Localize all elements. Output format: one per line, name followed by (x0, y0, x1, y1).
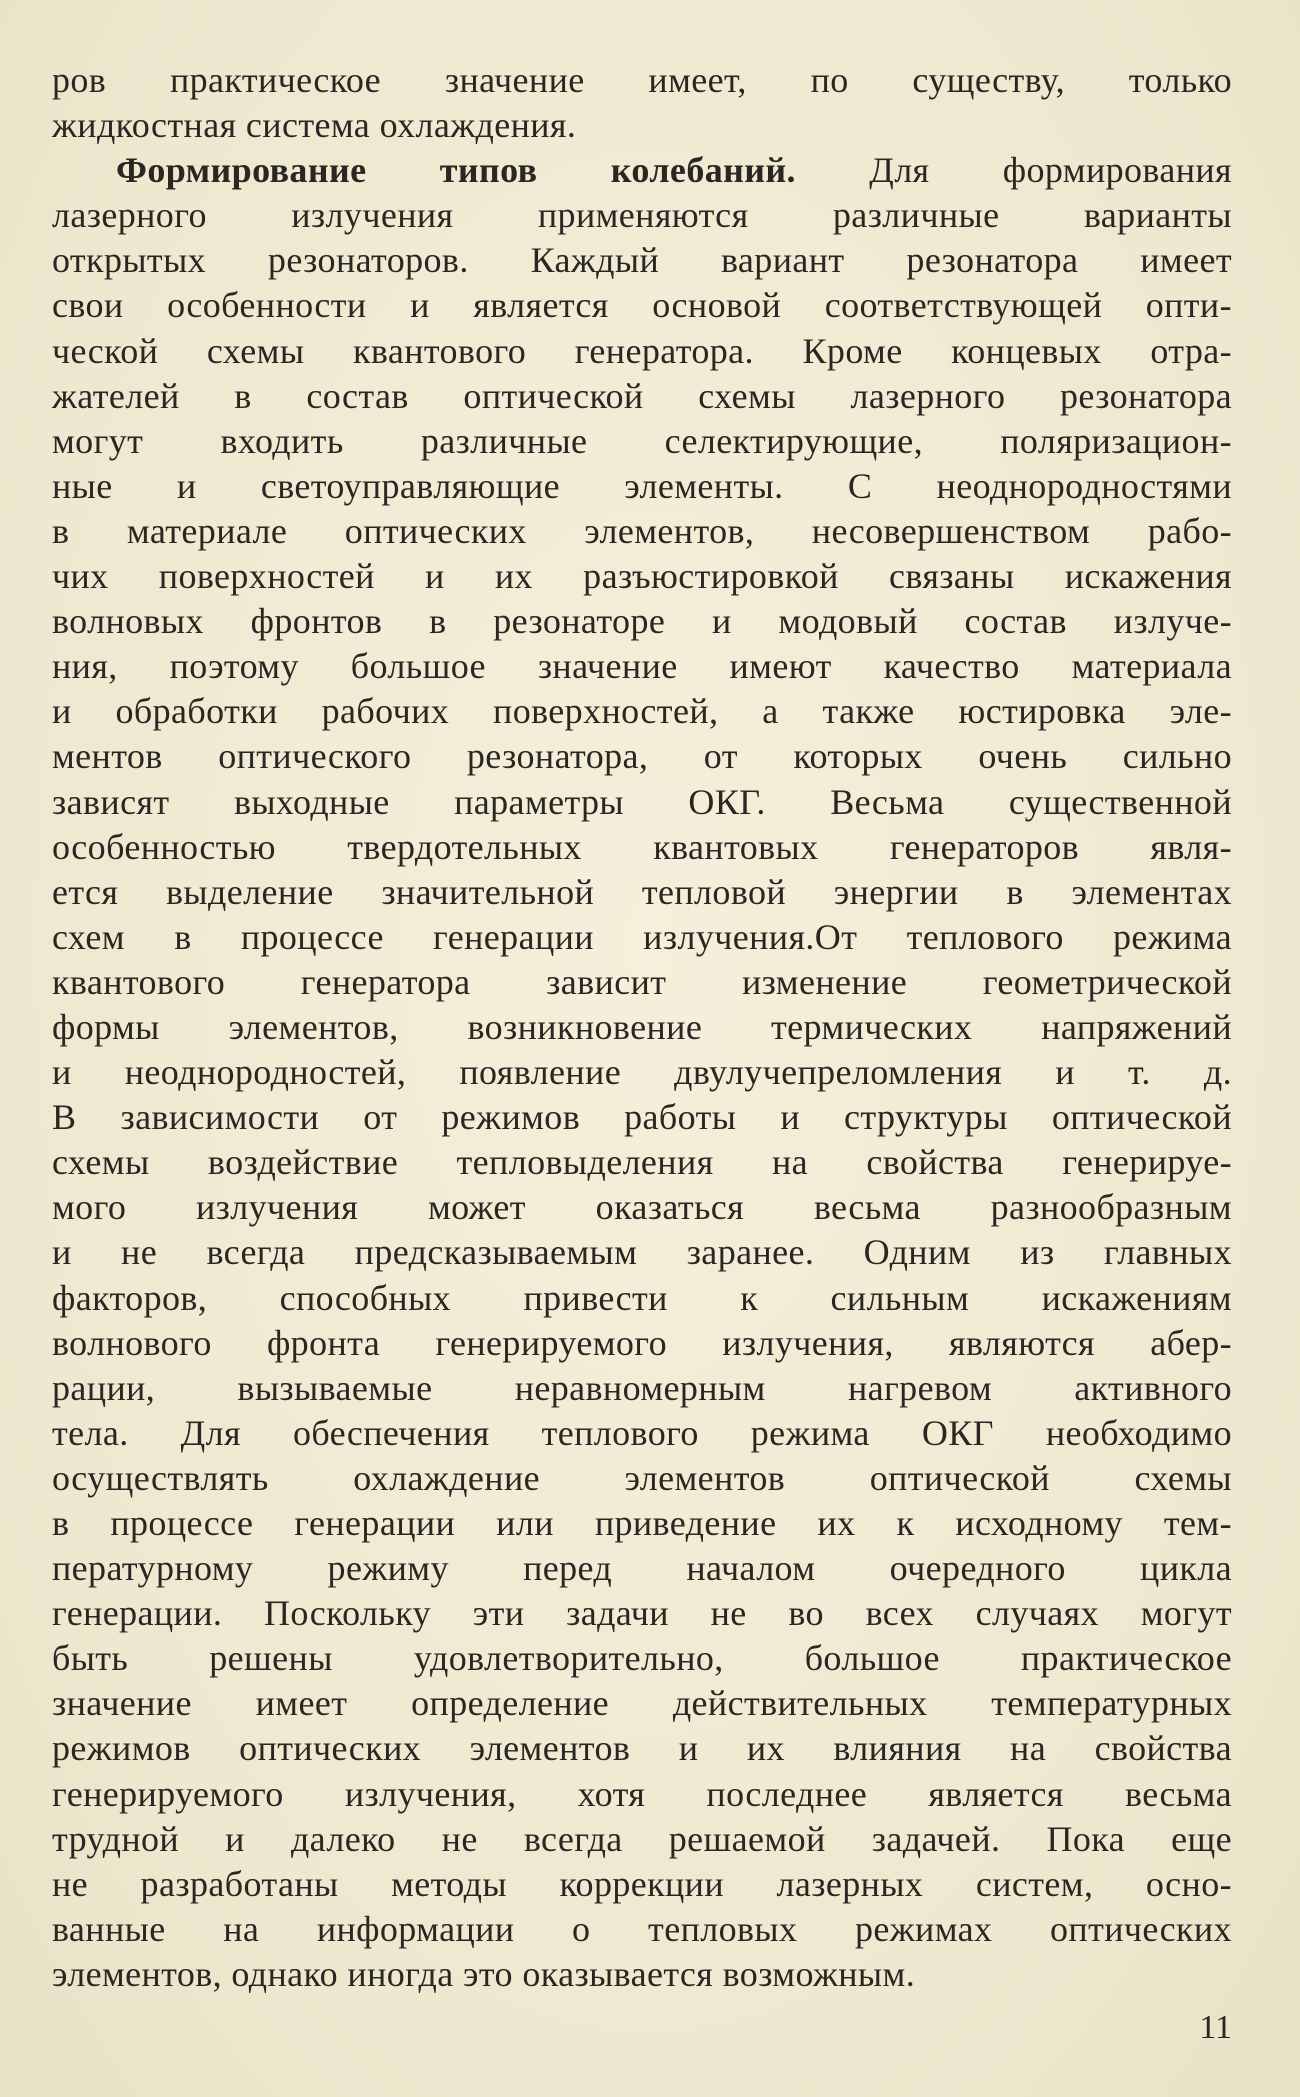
text-line: осуществлять охлаждение элементов оптической схемы (52, 1457, 1232, 1498)
text-line: зависят выходные параметры ОКГ. Весьма существенной (52, 781, 1232, 822)
text-line: ванные на информации о тепловых режимах оптических (52, 1908, 1232, 1949)
text-line: схемы воздействие тепловыделения на свойства генерируе- (52, 1142, 1232, 1183)
text-line: и неоднородностей, появление двулучепреломления и т. д. (52, 1052, 1232, 1093)
text-line: режимов оптических элементов и их влияния на свойства (52, 1728, 1232, 1769)
text-line: ческой схемы квантового генератора. Кроме концевых отра- (52, 330, 1232, 371)
text-line: ния, поэтому большое значение имеют качество материала (52, 646, 1232, 687)
text-line: мого излучения может оказаться весьма разнообразным (52, 1187, 1232, 1228)
text-line: и не всегда предсказываемым заранее. Одним из главных (52, 1232, 1232, 1273)
page-number: 11 (1199, 2009, 1232, 2046)
text-line: волновых фронтов в резонаторе и модовый состав излуче- (52, 601, 1232, 642)
text-line: и обработки рабочих поверхностей, а также юстировка эле- (52, 691, 1232, 732)
text-line: могут входить различные селектирующие, поляризацион- (52, 420, 1232, 461)
text-line: схем в процессе генерации излучения.От теплового режима (52, 916, 1232, 957)
text-line: волнового фронта генерируемого излучения, являются абер- (52, 1322, 1232, 1363)
paragraph-first-line (52, 148, 1232, 193)
text-line: формы элементов, возникновение термических напряжений (52, 1006, 1232, 1047)
text-line: лазерного излучения применяются различные варианты (52, 195, 1232, 236)
text-line: в процессе генерации или приведение их к исходному тем- (52, 1503, 1232, 1543)
text-line: особенностью твердотельных квантовых генераторов явля- (52, 826, 1232, 867)
text-line: генерируемого излучения, хотя последнее является весьма (52, 1773, 1232, 1814)
text-line: рации, вызываемые неравномерным нагревом активного (52, 1367, 1232, 1408)
text-line: трудной и далеко не всегда решаемой задачей. Пока еще (52, 1818, 1232, 1859)
text-line: жателей в состав оптической схемы лазерного резонатора (52, 375, 1232, 416)
text-line: квантового генератора зависит изменение геометрической (52, 961, 1232, 1002)
text-line: не разработаны методы коррекции лазерных систем, осно- (52, 1863, 1232, 1904)
text-line: пературному режиму перед началом очередного цикла (52, 1548, 1232, 1589)
text-line: быть решены удовлетворительно, большое практическое (52, 1638, 1232, 1679)
text-line: ментов оптического резонатора, от которых очень сильно (52, 736, 1232, 777)
section-heading: Формирование типов колебаний. (116, 150, 796, 191)
text-fragment: Для формирования (869, 150, 1233, 191)
body-text (52, 58, 1232, 1997)
paragraph-body (52, 193, 1232, 1997)
text-line: ные и светоуправляющие элементы. С неоднородностями (52, 465, 1232, 506)
text-line: жидкостная система охлаждения. (52, 105, 577, 146)
text-line: открытых резонаторов. Каждый вариант резонатора имеет (52, 240, 1232, 281)
text-line: элементов, однако иногда это оказывается возможным. (52, 1953, 916, 1994)
text-line: в материале оптических элементов, несовершенством рабо- (52, 510, 1232, 551)
text-line: свои особенности и является основой соответствующей опти- (52, 285, 1232, 326)
text-line: чих поверхностей и их разъюстировкой связаны искажения (52, 556, 1232, 597)
text-line: ется выделение значительной тепловой энергии в элементах (52, 871, 1232, 912)
text-line: ров практическое значение имеет, по существу, только (52, 60, 1232, 100)
text-line: факторов, способных привести к сильным искажениям (52, 1277, 1232, 1318)
text-line: В зависимости от режимов работы и структуры оптической (52, 1097, 1232, 1138)
text-line: генерации. Поскольку эти задачи не во всех случаях могут (52, 1593, 1232, 1634)
text-line: тела. Для обеспечения теплового режима ОКГ необходимо (52, 1412, 1232, 1453)
text-line: значение имеет определение действительных температурных (52, 1683, 1232, 1724)
